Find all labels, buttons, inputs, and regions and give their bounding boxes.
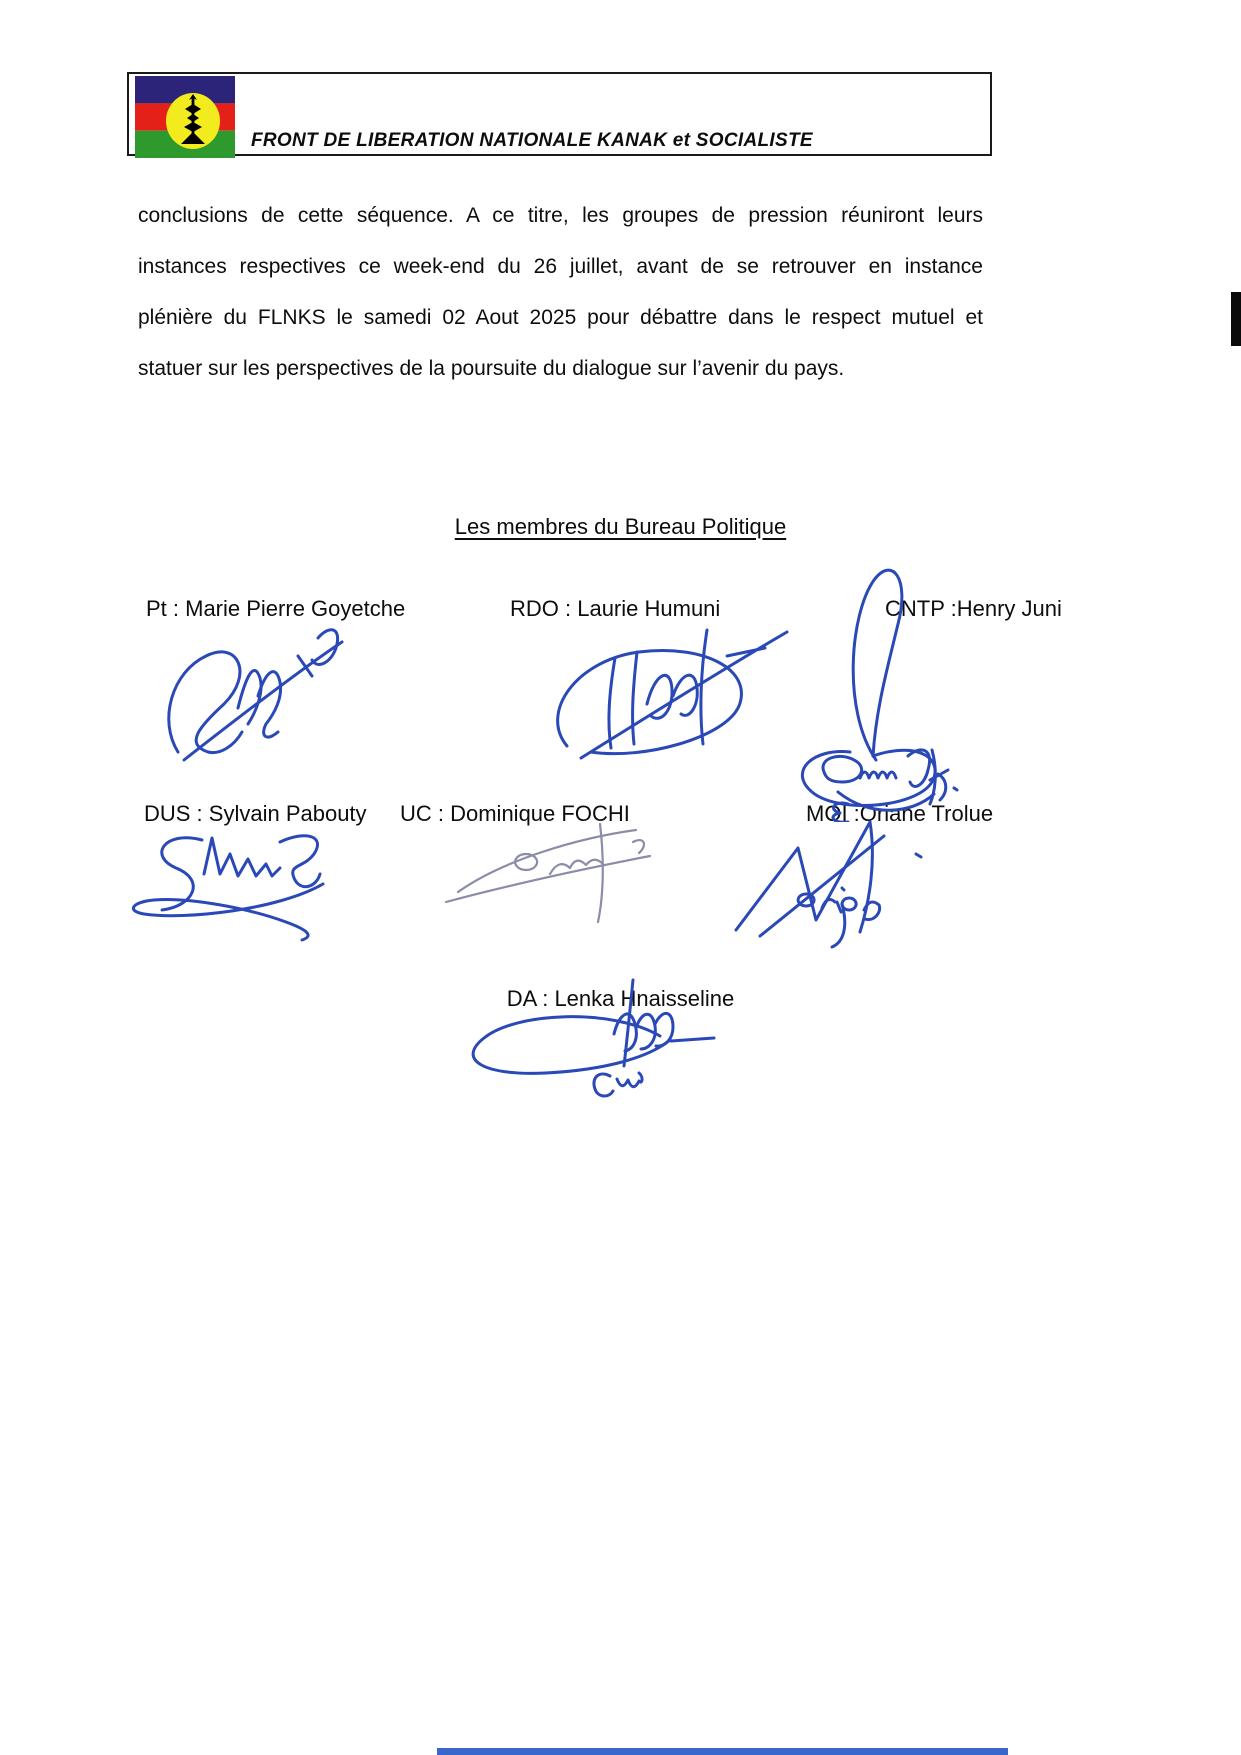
- body-line: instances respectives ce week-end du 26 juillet, avant de se retrouver en instance: [138, 255, 983, 278]
- trolue-signature-icon: [718, 808, 933, 953]
- humuni-signature-icon: [515, 608, 805, 768]
- member-label-hnaisseline: DA : Lenka Hnaisseline: [506, 986, 735, 1011]
- member-label-juni: CNTP :Henry Juni: [885, 596, 1062, 621]
- header-box: [127, 72, 992, 156]
- scan-artifact-right-edge: [1231, 292, 1241, 346]
- member-label-trolue: MOI :Oriane Trolue: [806, 801, 994, 826]
- section-heading-wrap: [0, 514, 1241, 540]
- member-label-goyetche: Pt : Marie Pierre Goyetche: [146, 596, 406, 621]
- body-paragraph: [138, 190, 983, 394]
- org-title: FRONT DE LIBERATION NATIONALE KANAK et SOCIALISTE: [251, 130, 813, 151]
- section-heading: Les membres du Bureau Politique: [454, 514, 787, 539]
- body-line: statuer sur les perspectives de la poursuite du dialogue sur l’avenir du pays.: [138, 357, 845, 380]
- member-label-fochi: UC : Dominique FOCHI: [400, 801, 630, 826]
- fochi-signature-icon: [428, 812, 658, 927]
- pabouty-signature-icon: [118, 812, 348, 947]
- body-line: plénière du FLNKS le samedi 02 Aout 2025 pour débattre dans le respect mutuel et: [138, 306, 983, 329]
- juni-signature-icon: [778, 552, 973, 822]
- body-line: conclusions de cette séquence. A ce titre, les groupes de pression réuniront leurs: [138, 204, 983, 227]
- scan-artifact-bottom-bar: [437, 1748, 1008, 1755]
- flnks-flag-icon: [135, 76, 235, 158]
- member-label-humuni: RDO : Laurie Humuni: [510, 596, 721, 621]
- member-label-hnaisseline-wrap: [0, 986, 1241, 1012]
- member-label-pabouty: DUS : Sylvain Pabouty: [144, 801, 367, 826]
- goyetche-signature-icon: [150, 612, 360, 767]
